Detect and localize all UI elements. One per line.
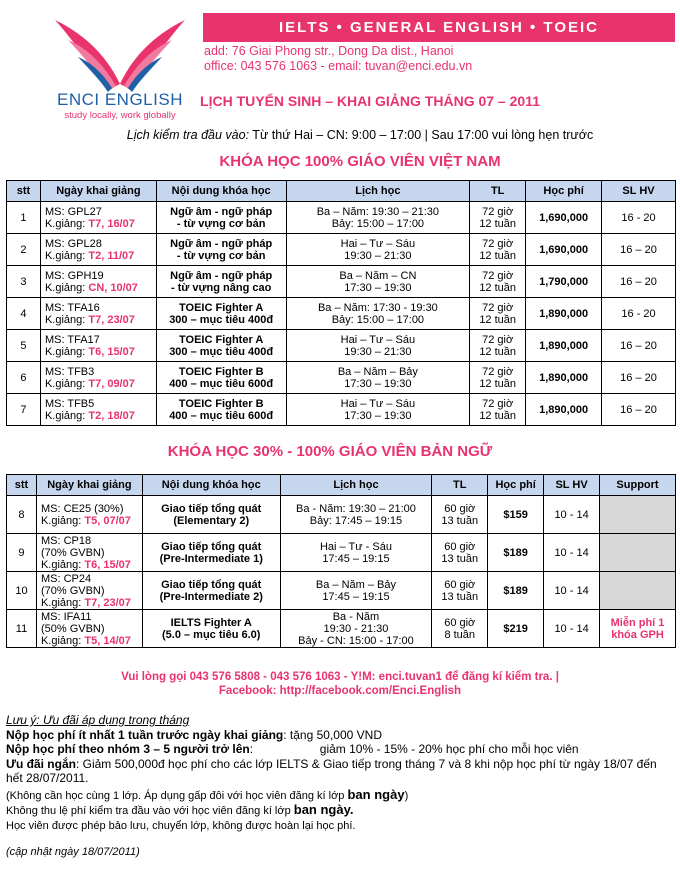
- stt-cell: [7, 496, 37, 534]
- stt-cell: [7, 572, 37, 610]
- start-label: K.giảng:: [44, 409, 89, 422]
- note-6: Học viên được phép bảo lưu, chuyển lớp, không được hoàn lại học phí.: [6, 819, 356, 832]
- content-line: TOEIC Fighter B: [178, 397, 264, 410]
- fee-text: 1,890,000: [539, 339, 589, 352]
- class-size-cell: [602, 202, 676, 234]
- note-3: Ưu đãi ngắn: Giảm 500,000đ học phí cho các lớp IELTS & Giao tiếp trong tháng 7 và 8 khi nộp học phí từ ngày 18/07 đến hết 28/07/2011.: [6, 756, 657, 785]
- fee-text: $189: [503, 546, 528, 559]
- stt-text: 7: [20, 403, 27, 416]
- fee-cell: [488, 610, 544, 648]
- start-date: T2, 11/07: [88, 249, 135, 262]
- column-header: SL HV: [544, 475, 600, 496]
- start-label: K.giảng:: [44, 345, 89, 358]
- course-row: [7, 362, 676, 394]
- duration-cell: [470, 234, 526, 266]
- content-line: Ngữ âm - ngữ pháp: [170, 237, 273, 250]
- stt-cell: [7, 234, 41, 266]
- course-row: [7, 202, 676, 234]
- note-1: Nộp học phí ít nhất 1 tuần trước ngày khai giảng: tặng 50,000 VND: [6, 727, 382, 742]
- content-line: TOEIC Fighter B: [178, 365, 264, 378]
- updated-date: (cập nhật ngày 18/07/2011): [6, 846, 140, 858]
- duration-weeks: 12 tuần: [479, 409, 517, 422]
- class-size-text: 16 – 20: [620, 243, 657, 256]
- enci-logo: [50, 12, 190, 130]
- support-text: Miễn phí 1 khóa GPH: [610, 616, 665, 641]
- fee-text: $219: [503, 622, 528, 635]
- duration-hours: 72 giờ: [482, 205, 514, 218]
- start-date: T2, 18/07: [88, 409, 135, 422]
- logo-name: ENCI ENGLISH: [57, 90, 183, 109]
- duration-hours: 72 giờ: [482, 237, 514, 250]
- test-schedule-text: Từ thứ Hai – CN: 9:00 – 17:00 | Sau 17:00 vui lòng hẹn trước: [249, 128, 594, 142]
- class-size-cell: [544, 610, 600, 648]
- content-cell: [156, 266, 286, 298]
- start-date: T7, 23/07: [84, 596, 131, 609]
- cta-line2: Facebook: http://facebook.com/Enci.English: [218, 685, 462, 697]
- stt-cell: [7, 266, 41, 298]
- schedule-cell: [280, 534, 432, 572]
- class-size-text: 10 - 14: [554, 546, 589, 559]
- class-size-cell: [602, 362, 676, 394]
- content-cell: [156, 234, 286, 266]
- stt-cell: [7, 394, 41, 426]
- logo-slogan: study locally, work globally: [64, 110, 176, 121]
- content-line: - từ vựng nâng cao: [171, 281, 272, 294]
- contact-block: [204, 44, 472, 74]
- fee-cell: [526, 234, 602, 266]
- note-2: Nộp học phí theo nhóm 3 – 5 người trở lên: giảm 10% - 15% - 20% học phí cho mỗi học viên: [6, 742, 579, 756]
- start-label: K.giảng:: [40, 558, 85, 571]
- duration-hours: 72 giờ: [482, 269, 514, 282]
- schedule-line: 19:30 - 21:30: [323, 622, 389, 635]
- support-cell: [600, 610, 676, 648]
- column-header: Nội dung khóa học: [156, 181, 286, 202]
- schedule-cell: [286, 362, 470, 394]
- column-header: Support: [600, 475, 676, 496]
- content-line: Ngữ âm - ngữ pháp: [170, 269, 273, 282]
- fee-text: 1,890,000: [539, 371, 589, 384]
- schedule-line: Hai – Tư - Sáu: [319, 540, 392, 553]
- duration-cell: [470, 266, 526, 298]
- schedule-line: Ba - Năm: 19:30 – 21:00: [296, 502, 416, 515]
- content-line: (Pre-Intermediate 2): [159, 590, 263, 603]
- column-header: stt: [7, 475, 37, 496]
- section1-title: KHÓA HỌC 100% GIÁO VIÊN VIỆT NAM: [219, 153, 501, 170]
- content-cell: [142, 610, 280, 648]
- fee-text: $159: [503, 508, 528, 521]
- start-date-cell: [40, 298, 156, 330]
- start-label: K.giảng:: [44, 313, 89, 326]
- duration-cell: [470, 298, 526, 330]
- stt-text: 9: [18, 546, 25, 559]
- stt-cell: [7, 298, 41, 330]
- fee-cell: [488, 496, 544, 534]
- fee-text: $189: [503, 584, 528, 597]
- schedule-line: Ba – Năm – Bảy: [337, 365, 418, 378]
- book-wings-icon: [50, 12, 190, 92]
- start-date-cell: [40, 394, 156, 426]
- course-row: [7, 234, 676, 266]
- notes-block: [6, 713, 676, 860]
- duration-cell: [470, 394, 526, 426]
- schedule-line: 17:45 – 19:15: [322, 590, 390, 603]
- schedule-line: Bảy: 15:00 – 17:00: [331, 313, 425, 326]
- test-schedule-label: Lịch kiểm tra đầu vào:: [126, 128, 250, 142]
- stt-cell: [7, 362, 41, 394]
- start-date: T5, 14/07: [84, 634, 131, 647]
- stt-text: 10: [15, 584, 28, 597]
- notes-title: Lưu ý: Ưu đãi áp dụng trong tháng: [6, 713, 190, 727]
- content-cell: [156, 394, 286, 426]
- class-size-text: 10 - 14: [554, 622, 589, 635]
- content-line: (Elementary 2): [173, 514, 250, 527]
- office-text: office: 043 576 1063 - email: tuvan@enci.edu.vn: [204, 59, 473, 73]
- content-line: Ngữ âm - ngữ pháp: [170, 205, 273, 218]
- content-cell: [156, 202, 286, 234]
- class-size-text: 16 - 20: [621, 307, 656, 320]
- schedule-cell: [286, 234, 470, 266]
- schedule-line: Bảy - CN: 15:00 - 17:00: [298, 634, 414, 647]
- class-size-cell: [602, 266, 676, 298]
- schedule-line: 19:30 – 21:30: [344, 345, 412, 358]
- duration-cell: [470, 362, 526, 394]
- content-line: (5.0 – mục tiêu 6.0): [162, 628, 261, 641]
- class-size-cell: [602, 394, 676, 426]
- fee-text: 1,690,000: [539, 243, 589, 256]
- course-row: [7, 572, 676, 610]
- fee-cell: [488, 534, 544, 572]
- support-cell: [600, 496, 676, 534]
- column-header: Lịch học: [280, 475, 432, 496]
- note-5: Không thu lệ phí kiểm tra đầu vào với học viên đăng kí lớp ban ngày.: [6, 802, 354, 817]
- duration-hours: 72 giờ: [482, 365, 514, 378]
- duration-cell: [432, 610, 488, 648]
- duration-weeks: 12 tuần: [479, 345, 517, 358]
- class-size-text: 10 - 14: [554, 584, 589, 597]
- column-header: Học phí: [526, 181, 602, 202]
- duration-hours: 72 giờ: [482, 333, 514, 346]
- duration-cell: [470, 330, 526, 362]
- class-size-cell: [602, 330, 676, 362]
- schedule-line: 17:30 – 19:30: [344, 409, 412, 422]
- support-cell: [600, 534, 676, 572]
- duration-weeks: 12 tuần: [479, 249, 517, 262]
- class-size-text: 16 – 20: [620, 275, 657, 288]
- start-date-cell: [36, 610, 142, 648]
- duration-cell: [432, 572, 488, 610]
- duration-weeks: 12 tuần: [479, 217, 517, 230]
- start-label: K.giảng:: [40, 514, 85, 527]
- start-date-cell: [36, 572, 142, 610]
- duration-cell: [470, 202, 526, 234]
- course-row: [7, 534, 676, 572]
- class-size-text: 16 – 20: [620, 371, 657, 384]
- start-label: K.giảng:: [44, 217, 89, 230]
- content-line: TOEIC Fighter A: [179, 333, 264, 346]
- course-row: [7, 610, 676, 648]
- schedule-line: Hai – Tư – Sáu: [340, 237, 416, 250]
- class-code: MS: TFA16: [44, 301, 100, 314]
- schedule-line: Bảy: 17:45 – 19:15: [309, 514, 403, 527]
- column-header: stt: [7, 181, 41, 202]
- content-line: TOEIC Fighter A: [179, 301, 264, 314]
- start-date-cell: [40, 202, 156, 234]
- class-code: MS: CP24: [40, 572, 92, 585]
- fee-cell: [526, 298, 602, 330]
- schedule-line: 17:45 – 19:15: [322, 552, 390, 565]
- duration-hours: 60 giờ: [444, 502, 476, 515]
- stt-text: 6: [20, 371, 27, 384]
- stt-text: 4: [20, 307, 27, 320]
- class-code: MS: TFB3: [44, 365, 95, 378]
- content-line: - từ vựng cơ bản: [176, 217, 266, 230]
- start-date: T7, 16/07: [88, 217, 135, 230]
- course-banner: IELTS • GENERAL ENGLISH • TOEIC: [203, 13, 675, 42]
- fee-text: 1,790,000: [539, 275, 589, 288]
- class-size-cell: [544, 572, 600, 610]
- fee-cell: [526, 394, 602, 426]
- content-cell: [142, 572, 280, 610]
- content-line: - từ vựng cơ bản: [176, 249, 266, 262]
- vietnamese-teacher-courses-table: [6, 180, 676, 426]
- start-date: CN, 10/07: [88, 281, 138, 294]
- class-size-text: 16 – 20: [620, 403, 657, 416]
- duration-hours: 60 giờ: [444, 578, 476, 591]
- class-code: MS: IFA11: [40, 610, 92, 623]
- class-code-note: (70% GVBN): [40, 546, 105, 559]
- stt-text: 11: [15, 622, 28, 635]
- schedule-line: Hai – Tư – Sáu: [340, 333, 416, 346]
- column-header: TL: [470, 181, 526, 202]
- cta-line1: Vui lòng gọi 043 576 5808 - 043 576 1063 - Y!M: enci.tuvan1 để đăng kí kiểm tra. |: [121, 671, 559, 683]
- start-date-cell: [40, 330, 156, 362]
- start-date-cell: [40, 266, 156, 298]
- content-cell: [156, 298, 286, 330]
- stt-text: 5: [20, 339, 27, 352]
- fee-text: 1,890,000: [539, 403, 589, 416]
- duration-weeks: 8 tuần: [444, 628, 476, 641]
- class-code: MS: GPL27: [44, 205, 102, 218]
- column-header: Ngày khai giảng: [40, 181, 156, 202]
- start-date-cell: [36, 496, 142, 534]
- start-date: T6, 15/07: [88, 345, 135, 358]
- schedule-line: 17:30 – 19:30: [344, 281, 412, 294]
- class-code: MS: GPL28: [44, 237, 102, 250]
- column-header: Nội dung khóa học: [142, 475, 280, 496]
- content-line: 300 – mục tiêu 400đ: [169, 345, 274, 358]
- test-schedule: [0, 128, 680, 142]
- course-row: [7, 496, 676, 534]
- class-size-text: 10 - 14: [554, 508, 589, 521]
- start-date-cell: [36, 534, 142, 572]
- duration-hours: 60 giờ: [444, 616, 476, 629]
- start-label: K.giảng:: [44, 377, 89, 390]
- start-date: T5, 07/07: [84, 514, 131, 527]
- fee-cell: [526, 202, 602, 234]
- duration-weeks: 12 tuần: [479, 377, 517, 390]
- duration-hours: 72 giờ: [482, 397, 514, 410]
- class-code-note: (70% GVBN): [40, 584, 105, 597]
- class-code: MS: TFA17: [44, 333, 100, 346]
- column-header: SL HV: [602, 181, 676, 202]
- schedule-line: Ba – Năm – CN: [339, 269, 417, 282]
- schedule-line: Ba – Năm: 17:30 - 19:30: [317, 301, 438, 314]
- start-date: T7, 09/07: [88, 377, 135, 390]
- stt-text: 8: [18, 508, 25, 521]
- content-line: IELTS Fighter A: [170, 616, 252, 629]
- column-header: Lịch học: [286, 181, 470, 202]
- class-code: MS: CP18: [40, 534, 92, 547]
- content-line: 400 – mục tiêu 600đ: [169, 409, 274, 422]
- start-date-cell: [40, 234, 156, 266]
- start-date-cell: [40, 362, 156, 394]
- start-label: K.giảng:: [44, 249, 89, 262]
- class-size-text: 16 - 20: [621, 211, 656, 224]
- schedule-cell: [286, 298, 470, 330]
- schedule-cell: [286, 330, 470, 362]
- column-header: Ngày khai giảng: [36, 475, 142, 496]
- column-header: TL: [432, 475, 488, 496]
- schedule-line: 19:30 – 21:30: [344, 249, 412, 262]
- native-teacher-courses-table: [6, 474, 676, 648]
- schedule-line: Ba - Năm: [332, 610, 380, 623]
- schedule-line: Hai – Tư – Sáu: [340, 397, 416, 410]
- content-line: Giao tiếp tổng quát: [161, 540, 262, 553]
- class-size-cell: [544, 496, 600, 534]
- stt-text: 1: [20, 211, 27, 224]
- start-label: K.giảng:: [44, 281, 89, 294]
- fee-cell: [488, 572, 544, 610]
- content-line: 400 – mục tiêu 600đ: [169, 377, 274, 390]
- schedule-cell: [280, 496, 432, 534]
- duration-hours: 60 giờ: [444, 540, 476, 553]
- schedule-line: Ba – Năm: 19:30 – 21:30: [316, 205, 440, 218]
- fee-text: 1,690,000: [539, 211, 589, 224]
- schedule-line: 17:30 – 19:30: [344, 377, 412, 390]
- content-line: Giao tiếp tổng quát: [161, 502, 262, 515]
- schedule-cell: [280, 610, 432, 648]
- page-title: LỊCH TUYỂN SINH – KHAI GIẢNG THÁNG 07 – 2011: [200, 93, 540, 109]
- class-code: MS: TFB5: [44, 397, 95, 410]
- content-line: Giao tiếp tổng quát: [161, 578, 262, 591]
- duration-weeks: 13 tuần: [441, 590, 479, 603]
- duration-weeks: 12 tuần: [479, 281, 517, 294]
- schedule-cell: [286, 394, 470, 426]
- duration-weeks: 13 tuần: [441, 514, 479, 527]
- duration-cell: [432, 534, 488, 572]
- stt-text: 3: [20, 275, 27, 288]
- course-row: [7, 298, 676, 330]
- start-label: K.giảng:: [40, 596, 85, 609]
- class-code-note: (50% GVBN): [40, 622, 105, 635]
- fee-cell: [526, 362, 602, 394]
- start-label: K.giảng:: [40, 634, 85, 647]
- class-size-cell: [602, 234, 676, 266]
- start-date: T6, 15/07: [84, 558, 131, 571]
- schedule-cell: [286, 202, 470, 234]
- schedule-cell: [280, 572, 432, 610]
- fee-cell: [526, 266, 602, 298]
- stt-cell: [7, 202, 41, 234]
- stt-cell: [7, 330, 41, 362]
- duration-weeks: 12 tuần: [479, 313, 517, 326]
- course-row: [7, 266, 676, 298]
- duration-cell: [432, 496, 488, 534]
- class-code: MS: GPH19: [44, 269, 104, 282]
- schedule-line: Ba – Năm – Bảy: [315, 578, 396, 591]
- class-size-cell: [602, 298, 676, 330]
- class-size-cell: [544, 534, 600, 572]
- duration-hours: 72 giờ: [482, 301, 514, 314]
- duration-weeks: 13 tuần: [441, 552, 479, 565]
- fee-text: 1,890,000: [539, 307, 589, 320]
- content-cell: [156, 330, 286, 362]
- schedule-cell: [286, 266, 470, 298]
- course-row: [7, 394, 676, 426]
- schedule-line: Bảy: 15:00 – 17:00: [331, 217, 425, 230]
- fee-cell: [526, 330, 602, 362]
- class-size-text: 16 – 20: [620, 339, 657, 352]
- content-cell: [142, 534, 280, 572]
- content-line: 300 – mục tiêu 400đ: [169, 313, 274, 326]
- class-code: MS: CE25 (30%): [40, 502, 124, 515]
- content-cell: [142, 496, 280, 534]
- content-line: (Pre-Intermediate 1): [159, 552, 263, 565]
- stt-text: 2: [20, 243, 27, 256]
- support-cell: [600, 572, 676, 610]
- call-to-action: [0, 670, 680, 698]
- address-text: add: 76 Giai Phong str., Dong Da dist., Hanoi: [204, 44, 454, 58]
- note-4: (Không cần học cùng 1 lớp. Áp dụng gấp đôi với học viên đăng kí lớp ban ngày): [6, 786, 409, 802]
- column-header: Học phí: [488, 475, 544, 496]
- stt-cell: [7, 610, 37, 648]
- course-row: [7, 330, 676, 362]
- stt-cell: [7, 534, 37, 572]
- start-date: T7, 23/07: [88, 313, 135, 326]
- section2-title: KHÓA HỌC 30% - 100% GIÁO VIÊN BẢN NGỮ: [167, 443, 493, 460]
- content-cell: [156, 362, 286, 394]
